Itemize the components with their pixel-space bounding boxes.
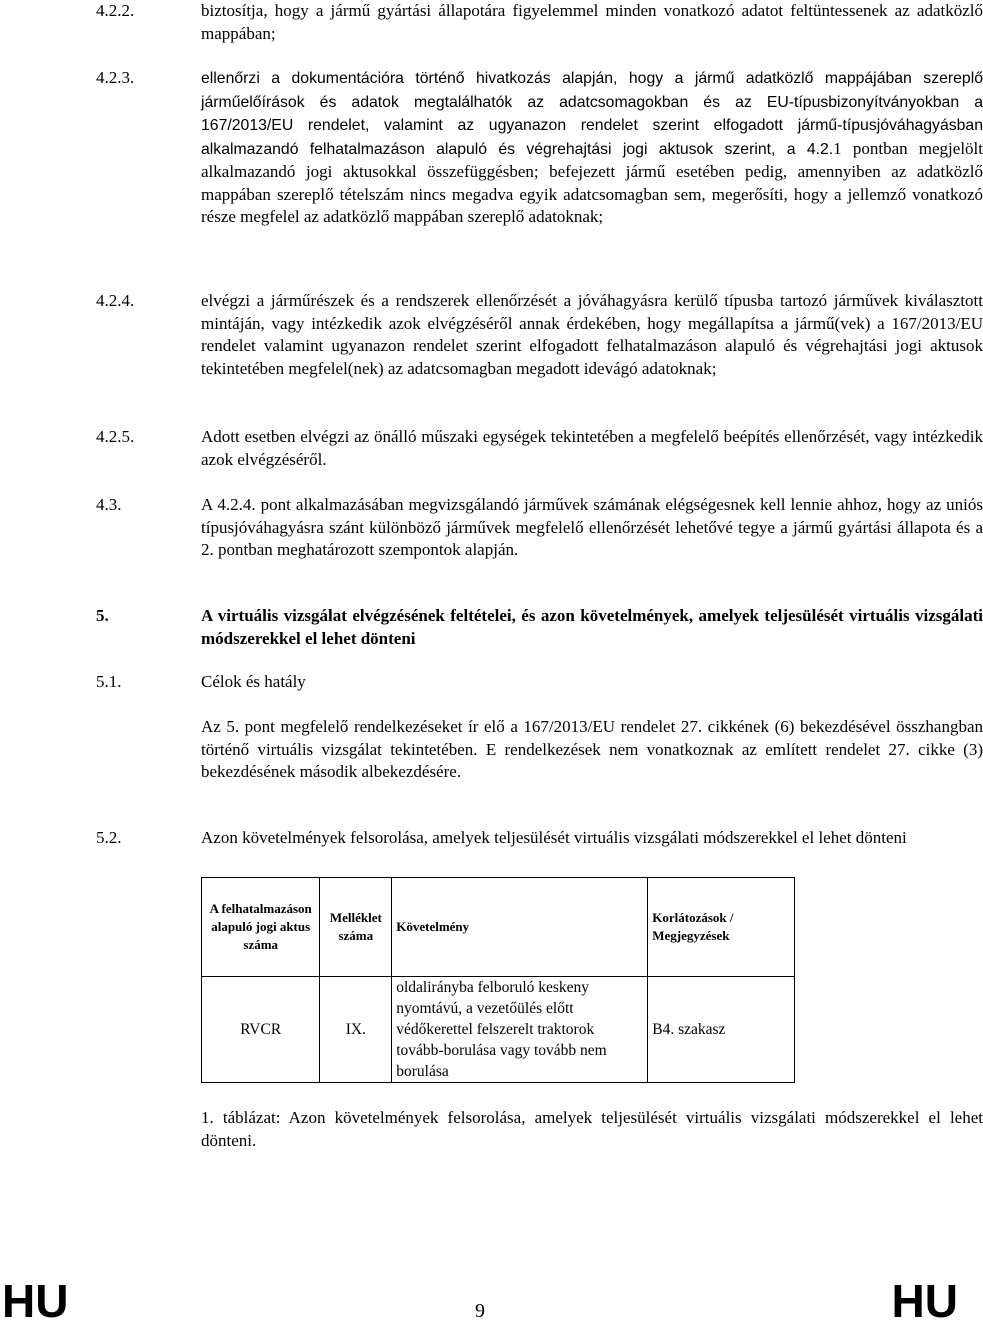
footer-language-left: HU (2, 1275, 69, 1327)
section-text: A 4.2.4. pont alkalmazásában megvizsgálandó járművek számának elégségesnek kell lennie ahhoz, hogy az uniós típusjóváhagyásra szánt különböző járművek megfelelő ellenőrzését lehetővé tegye a jármű gyártási állapota és a 2. pontban meghatározott szempontok alapján. (201, 495, 983, 559)
section-number: 5.1. (96, 672, 122, 691)
requirements-table (201, 877, 795, 1083)
section-text: Adott esetben elvégzi az önálló műszaki egységek tekintetében a megfelelő beépítés ellenőrzését, vagy intézkedik azok elvégzéséről. (201, 427, 983, 469)
section-number: 4.3. (96, 495, 122, 514)
header-restrictions: Korlátozások / Megjegyzések (648, 878, 795, 977)
section-number: 5.2. (96, 828, 122, 847)
cell-annex: IX. (320, 977, 392, 1083)
header-requirement: Követelmény (392, 878, 648, 977)
cell-legal-act: RVCR (202, 977, 320, 1083)
page-number: 9 (475, 1300, 485, 1322)
section-number: 4.2.3. (96, 68, 135, 87)
section-number: 4.2.5. (96, 427, 135, 446)
section-text: ellenőrzi a dokumentációra történő hivatkozás alapján, hogy a jármű adatközlő mappájában szereplő járműelőírások és adatok megtalálhatók az adatcsomagokban és az EU-típusbizonyítványokban a 167/2013/EU rendelet, valamint az ugyanazon rendelet szerint elfogadott jármű-típusjóváhagyásban alkalmazandó felhatalmazáson alapuló és végrehajtási jogi aktusok szerint, a 4.2.1 pontban megjelölt alkalmazandó jogi aktusokkal összefüggésben; befejezett jármű esetében pedig, amennyiben az adatközlő mappában szereplő tételszám nincs megadva egyik adatcsomagban sem, megerősíti, hogy a jellemző vonatkozó része megfelel az adatközlő mappában szereplő adatoknak; (201, 70, 983, 226)
header-legal-act: A felhatalmazáson alapuló jogi aktus száma (202, 878, 320, 977)
cell-restrictions: B4. szakasz (648, 977, 795, 1083)
section-heading: Célok és hatály (201, 672, 306, 691)
section-text: Az 5. pont megfelelő rendelkezéseket ír elő a 167/2013/EU rendelet 27. cikkének (6) bekezdésével összhangban történő virtuális vizsgálat tekintetében. E rendelkezések nem vonatkoznak az említett rendelet 27. cikke (3) bekezdésének második albekezdésére. (201, 717, 983, 781)
table-caption: 1. táblázat: Azon követelmények felsorolása, amelyek teljesülését virtuális vizsgálati módszerekkel el lehet dönteni. (201, 1108, 983, 1150)
table-header-row (202, 878, 795, 977)
table-row (202, 977, 795, 1083)
section-number: 5. (96, 606, 109, 625)
section-number: 4.2.2. (96, 1, 135, 20)
header-annex: Melléklet száma (320, 878, 392, 977)
section-text: Azon követelmények felsorolása, amelyek teljesülését virtuális vizsgálati módszerekkel el lehet dönteni (201, 828, 907, 847)
cell-requirement: oldalirányba felboruló keskeny nyomtávú, a vezetőülés előtt védőkerettel felszerelt traktorok tovább-borulása vagy tovább nem borulása (392, 977, 648, 1083)
section-heading: A virtuális vizsgálat elvégzésének feltételei, és azon követelmények, amelyek teljesülését virtuális vizsgálati módszerekkel el lehet dönteni (201, 606, 983, 648)
footer-language-right: HU (891, 1275, 958, 1327)
section-text: biztosítja, hogy a jármű gyártási állapotára figyelemmel minden vonatkozó adatot feltüntessenek az adatközlő mappában; (201, 1, 983, 43)
section-text: elvégzi a járműrészek és a rendszerek ellenőrzését a jóváhagyásra kerülő típusba tartozó járművek kiválasztott mintáján, vagy intézkedik azok elvégzéséről annak érdekében, hogy megállapítsa a jármű(vek) a 167/2013/EU rendelet valamint ugyanazon rendelet szerint elfogadott felhatalmazáson alapuló és végrehajtási jogi aktusok tekintetében megfelel(nek) az adatcsomagban megadott idevágó adatoknak; (201, 291, 983, 378)
section-number: 4.2.4. (96, 291, 135, 310)
